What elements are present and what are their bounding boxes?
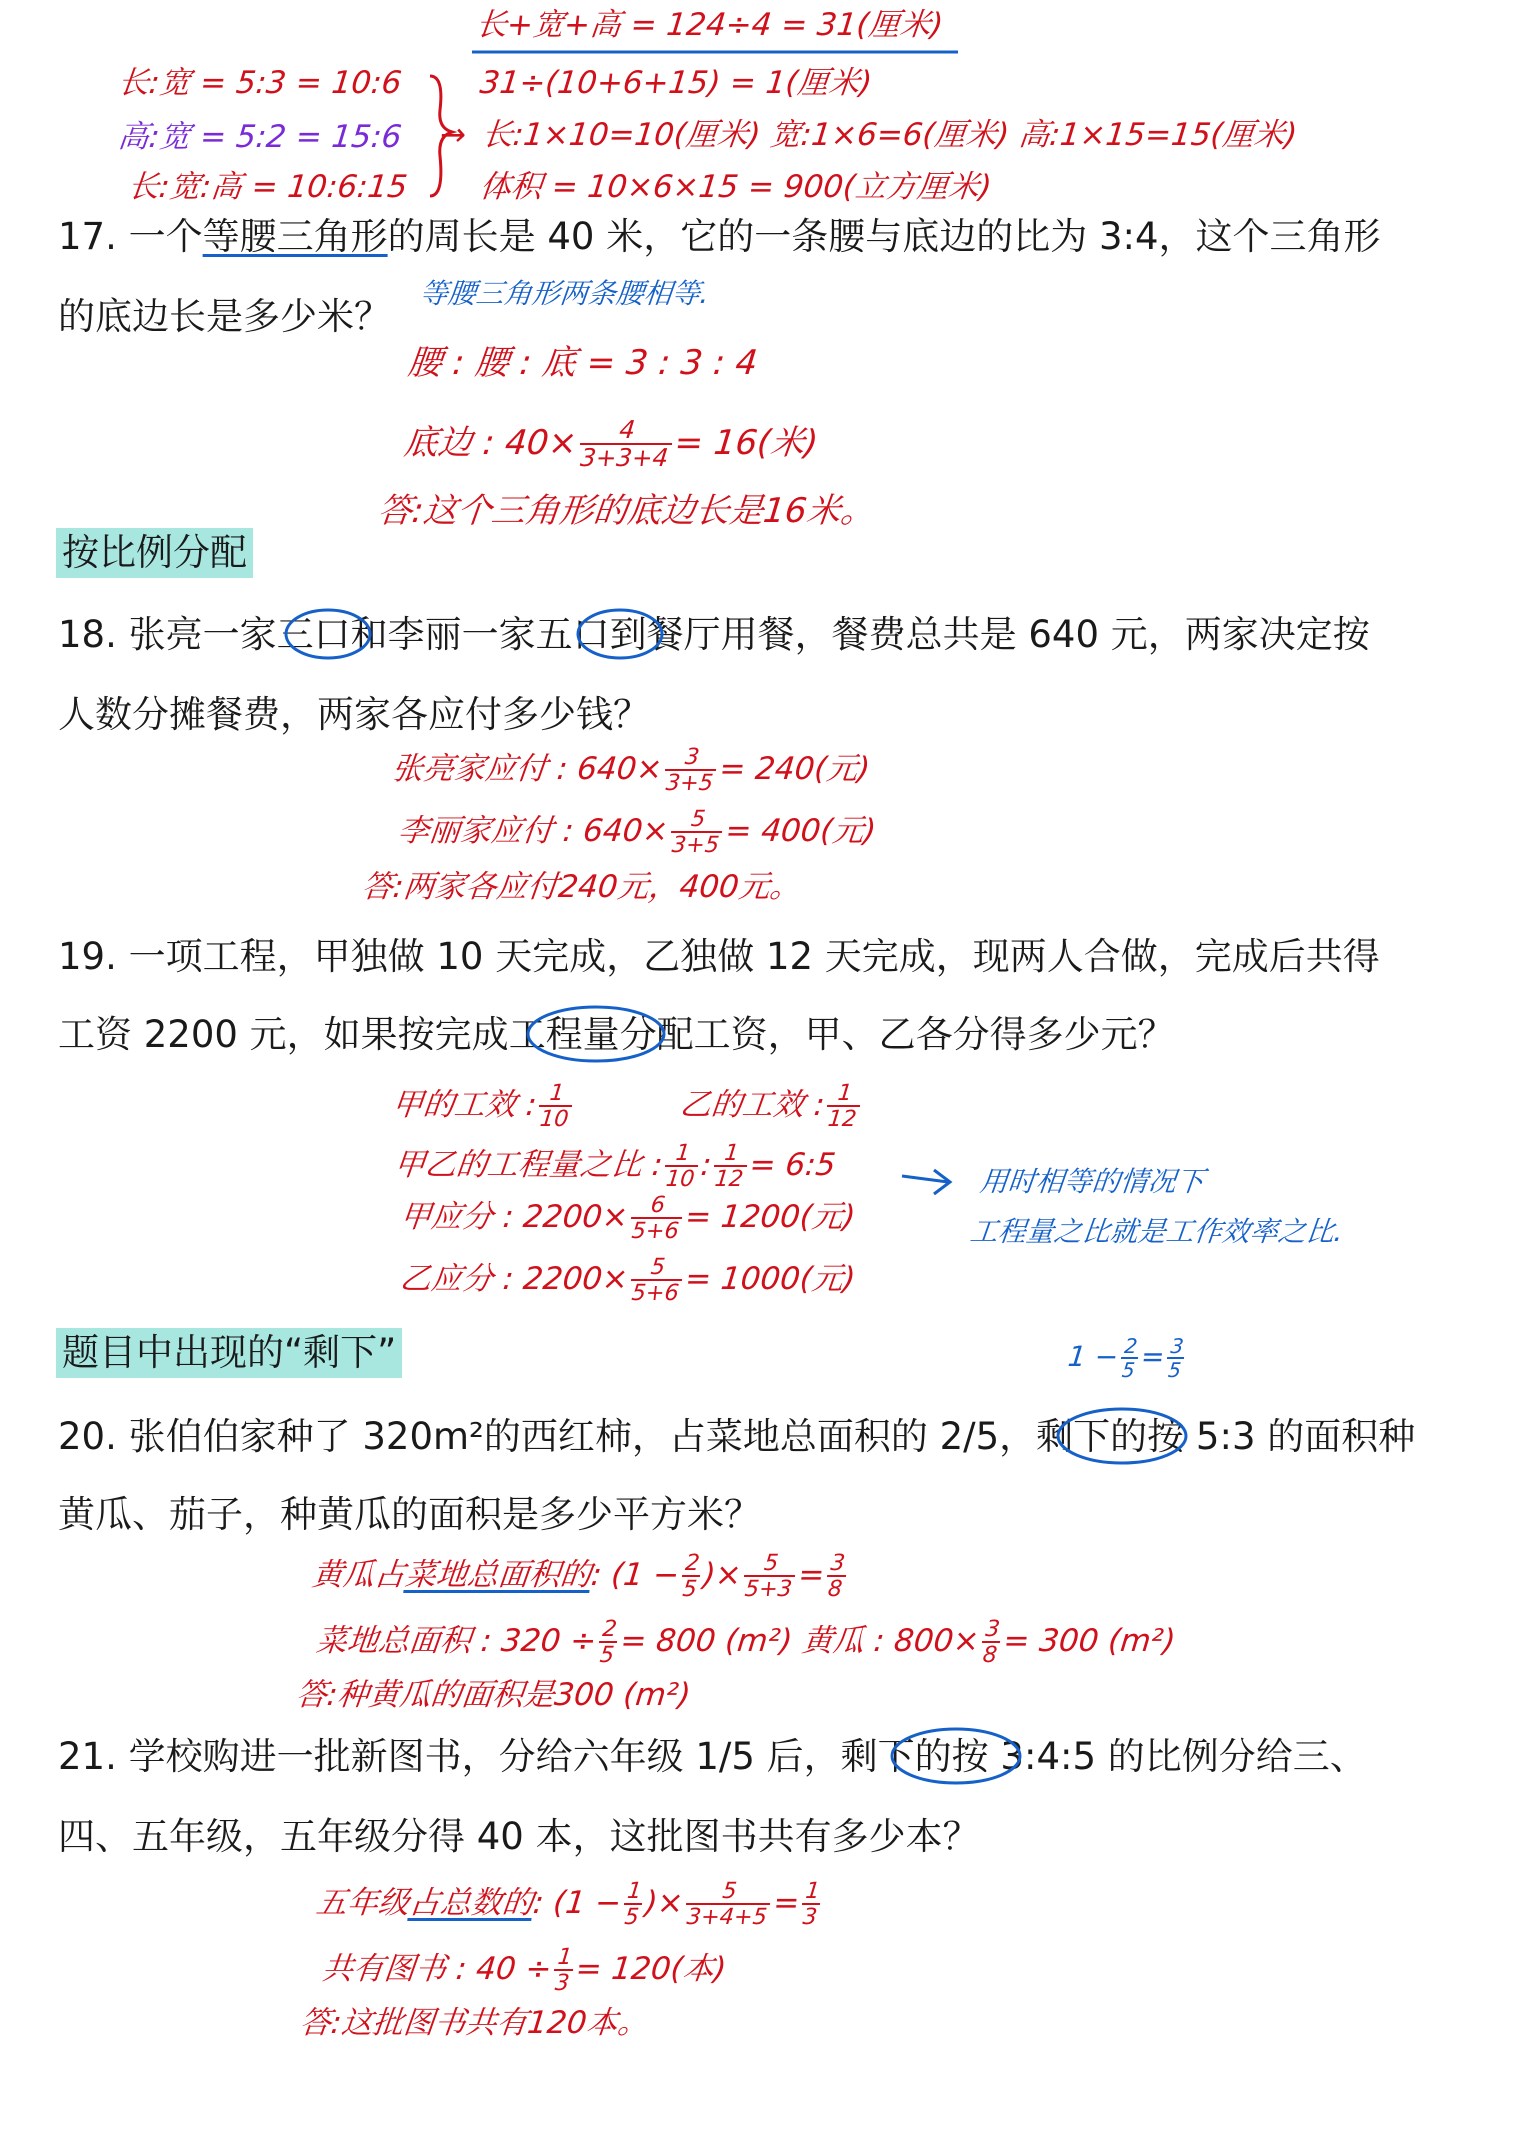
problem-17-line-2: 的底边长是多少米？ bbox=[58, 295, 391, 338]
yi-share: 乙应分 : 2200× $\frac{5}{5+6}$ = 1000(元) bbox=[398, 1254, 858, 1307]
volume-calc: 体积 = 10×6×15 = 900(立方厘米) bbox=[478, 169, 994, 205]
fraction: $\frac{5}{3+4+5}$ bbox=[684, 1880, 773, 1929]
note-arrow bbox=[902, 1170, 950, 1194]
problem-21-calc-1: 五年级占总数的: (1 − $\frac{1}{5}$ )× $\frac{5}{3+4+5}$ = $\frac{1}{3}$ bbox=[314, 1878, 822, 1931]
circle-three-people bbox=[286, 610, 370, 658]
problem-19-line-2: 工资 2200 元，如果按完成工程量分配工资，甲、乙各分得多少元？ bbox=[58, 1013, 1175, 1056]
fraction: $\frac{2}{5}$ bbox=[1120, 1334, 1139, 1383]
problem-17-line-1: 17. 一个等腰三角形的周长是 40 米，它的一条腰与底边的比为 3:4，这个三角形 bbox=[58, 215, 1381, 258]
fraction: $\frac{1}{10}$ bbox=[537, 1082, 575, 1131]
problem-17-note: 等腰三角形两条腰相等. bbox=[418, 277, 711, 310]
ratio-line-1: 长:宽 = 5:3 = 10:6 bbox=[116, 65, 404, 101]
problem-18-line-1: 18. 张亮一家三口和李丽一家五口到餐厅用餐，餐费总共是 640 元，两家决定按 bbox=[58, 613, 1370, 656]
fraction: $\frac{2}{5}$ bbox=[681, 1550, 701, 1603]
problem-20-calc-1: 黄瓜占菜地总面积的: (1 − $\frac{2}{5}$ )× $\frac{5}{5+3}$ = $\frac{3}{8}$ bbox=[310, 1550, 847, 1603]
problem-18-calc-1: 张亮家应付 : 640× $\frac{3}{3+5}$ = 240(元) bbox=[390, 744, 872, 797]
problem-20-side-calc: 1 − $\frac{2}{5}$ = $\frac{3}{5}$ bbox=[1066, 1334, 1185, 1383]
problem-18-answer: 答:两家各应付240元，400元。 bbox=[360, 869, 803, 905]
circled-five-people: 五口 bbox=[535, 613, 610, 656]
fraction: $\frac{5}{5+6}$ bbox=[628, 1256, 684, 1305]
problem-20-line-1: 20. 张伯伯家种了 320m²的西红柿，占菜地总面积的 2/5，剩下的按 5:3 的面积种 bbox=[58, 1415, 1416, 1458]
fraction: $\frac{1}{5}$ bbox=[623, 1878, 643, 1931]
problem-17-calc: 底边 : 40× $\frac{4}{3+3+4}$ = 16(米) bbox=[402, 415, 820, 473]
problem-21-line-1: 21. 学校购进一批新图书，分给六年级 1/5 后，剩下的按 3:4:5 的比例分给三、 bbox=[58, 1735, 1367, 1778]
fraction: $\frac{6}{5+6}$ bbox=[628, 1194, 684, 1243]
circle-remaining-21 bbox=[892, 1729, 1020, 1783]
unit-calc: 31÷(10+6+15) = 1(厘米) bbox=[478, 65, 874, 101]
jia-share: 甲应分 : 2200× $\frac{6}{5+6}$ = 1200(元) bbox=[398, 1192, 858, 1245]
problem-20-line-2: 黄瓜、茄子，种黄瓜的面积是多少平方米？ bbox=[58, 1493, 761, 1536]
fraction: $\frac{3}{8}$ bbox=[981, 1616, 1002, 1669]
fraction: $\frac{2}{5}$ bbox=[598, 1616, 619, 1669]
problem-19-note-1: 用时相等的情况下 bbox=[978, 1165, 1206, 1198]
underline-of-total: 占总数的 bbox=[407, 1884, 536, 1921]
underline-total-area: 菜地总面积的 bbox=[403, 1556, 594, 1593]
circle-remaining-20 bbox=[1058, 1409, 1186, 1463]
circle-workload bbox=[528, 1007, 664, 1061]
fraction: $\frac{1}{12}$ bbox=[825, 1082, 863, 1131]
circled-remaining: 剩下的 bbox=[1036, 1415, 1148, 1458]
fraction: $\frac{3}{3+5}$ bbox=[663, 746, 719, 795]
fraction: $\frac{1}{12}$ bbox=[712, 1142, 750, 1191]
problem-18-calc-2: 李丽家应付 : 640× $\frac{5}{3+5}$ = 400(元) bbox=[396, 806, 878, 859]
problem-21-answer: 答:这批图书共有120本。 bbox=[298, 2005, 651, 2041]
problem-19-line-1: 19. 一项工程，甲独做 10 天完成，乙独做 12 天完成，现两人合做，完成后共得 bbox=[58, 935, 1380, 978]
section-header-proportional: 按比例分配 bbox=[56, 528, 253, 578]
problem-20-calc-2: 菜地总面积 : 320 ÷ $\frac{2}{5}$ = 800 (m²) 黄瓜 : 800× $\frac{3}{8}$ = 300 (m²) bbox=[314, 1616, 1178, 1669]
fraction: $\frac{1}{3}$ bbox=[801, 1878, 822, 1931]
problem-19-note-2: 工程量之比就是工作效率之比. bbox=[968, 1215, 1345, 1248]
efficiency-jia: 甲的工效 : $\frac{1}{10}$ bbox=[389, 1082, 577, 1131]
section-header-remaining: 题目中出现的“剩下” bbox=[56, 1328, 402, 1378]
problem-17-ratio: 腰 : 腰 : 底 = 3 : 3 : 4 bbox=[405, 343, 760, 383]
fraction: $\frac{5}{3+5}$ bbox=[669, 808, 725, 857]
ratio-brace bbox=[430, 76, 452, 196]
efficiency-yi: 乙的工效 : $\frac{1}{12}$ bbox=[677, 1082, 865, 1131]
problem-17-answer: 答:这个三角形的底边长是16米。 bbox=[375, 491, 877, 531]
ratio-line-3: 长:宽:高 = 10:6:15 bbox=[126, 169, 410, 205]
problem-20-answer: 答:种黄瓜的面积是300 (m²) bbox=[294, 1677, 693, 1713]
circle-five-people bbox=[578, 610, 662, 658]
problem-21-calc-2: 共有图书 : 40 ÷ $\frac{1}{3}$ = 120(本) bbox=[320, 1944, 728, 1997]
circled-remaining-21: 剩下的 bbox=[840, 1735, 952, 1778]
workload-ratio: 甲乙的工程量之比 : $\frac{1}{10}$ : $\frac{1}{12}$ = 6:5 bbox=[392, 1140, 838, 1193]
fraction: $\frac{3}{5}$ bbox=[1166, 1334, 1185, 1383]
sum-formula-text: 长+宽+高 = 124÷4 = 31(厘米) bbox=[474, 7, 945, 43]
fraction: $\frac{1}{3}$ bbox=[553, 1944, 574, 1997]
circled-three-people: 三口 bbox=[276, 613, 351, 656]
arrow-mark: → bbox=[438, 117, 468, 153]
problem-21-line-2: 四、五年级，五年级分得 40 本，这批图书共有多少本？ bbox=[58, 1815, 980, 1858]
dimensions-calc: 长:1×10=10(厘米) 宽:1×6=6(厘米) 高:1×15=15(厘米) bbox=[480, 117, 1299, 153]
fraction: $\frac{1}{10}$ bbox=[663, 1142, 701, 1191]
fraction: $\frac{4}{3+3+4}$ bbox=[578, 415, 670, 473]
problem-18-line-2: 人数分摊餐费，两家各应付多少钱？ bbox=[58, 693, 650, 736]
highlight-isosceles: 等腰三角形 bbox=[202, 215, 388, 258]
fraction: $\frac{5}{5+3}$ bbox=[742, 1552, 798, 1601]
ratio-line-2: 高:宽 = 5:2 = 15:6 bbox=[116, 119, 404, 155]
fraction: $\frac{3}{8}$ bbox=[826, 1550, 847, 1603]
circled-workload: 工程量 bbox=[508, 1013, 620, 1056]
